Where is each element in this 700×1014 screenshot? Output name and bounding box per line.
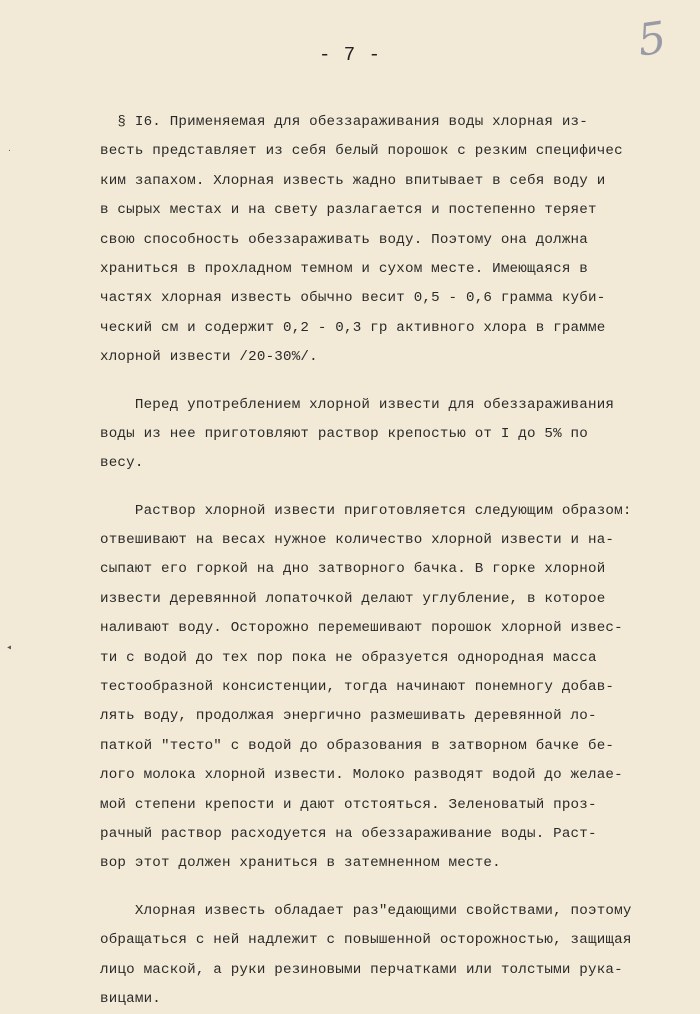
text-line: частях хлорная известь обычно весит 0,5 - 0,6 грамма куби-: [100, 290, 606, 307]
text-line: лого молока хлорной извести. Молоко разводят водой до желае-: [100, 767, 623, 784]
text-line: извести деревянной лопаточкой делают углубление, в которое: [100, 590, 606, 607]
text-line: хлорной извести /20-30%/.: [100, 349, 318, 366]
paragraph: [100, 391, 675, 479]
text-line: § I6. Применяемая для обеззараживания воды хлорная из-: [100, 114, 588, 130]
text-line: храниться в прохладном темном и сухом месте. Имеющаяся в: [100, 260, 588, 277]
text-line: лять воду, продолжая энергично размешивать деревянной ло-: [100, 708, 597, 725]
text-line: наливают воду. Осторожно перемешивают порошок хлорной извес-: [100, 620, 623, 637]
text-line: свою способность обеззараживать воду. Поэтому она должна: [100, 231, 588, 248]
text-line: лицо маской, а руки резиновыми перчатками или толстыми рука-: [100, 961, 623, 978]
text-line: тестообразной консистенции, тогда начинают понемногу добав-: [100, 679, 615, 696]
page-number: - 7 -: [318, 44, 381, 66]
body-text: [100, 108, 675, 1014]
paragraph: [100, 497, 675, 879]
paragraph: [100, 108, 675, 373]
paragraph-gap: [100, 373, 675, 391]
margin-mark: ◂: [6, 643, 13, 654]
text-line: вор этот должен храниться в затемненном месте.: [100, 855, 501, 872]
text-line: ческий см и содержит 0,2 - 0,3 гр активного хлора в грамме: [100, 319, 606, 336]
margin-mark: ᐧ: [8, 147, 11, 158]
text-line: мой степени крепости и дают отстояться. Зеленоватый проз-: [100, 796, 597, 813]
text-line: отвешивают на весах нужное количество хлорной извести и на-: [100, 532, 615, 549]
text-line: весу.: [100, 455, 144, 472]
text-line: сыпают его горкой на дно затворного бачка. В горке хлорной: [100, 561, 606, 578]
paragraph: [100, 897, 675, 1014]
text-line: весть представляет из себя белый порошок с резким специфичес: [100, 143, 623, 160]
text-line: ким запахом. Хлорная известь жадно впитывает в себя воду и: [100, 172, 606, 189]
text-line: Перед употреблением хлорной извести для обеззараживания: [100, 396, 615, 413]
text-line: в сырых местах и на свету разлагается и постепенно теряет: [100, 202, 597, 219]
text-line: Раствор хлорной извести приготовляется следующим образом:: [100, 502, 632, 519]
paragraph-gap: [100, 879, 675, 897]
text-line: рачный раствор расходуется на обеззараживание воды. Раст-: [100, 825, 597, 842]
text-line: вицами.: [100, 990, 161, 1007]
text-line: обращаться с ней надлежит с повышенной осторожностью, защищая: [100, 932, 632, 949]
archive-page-number: 5: [634, 12, 670, 67]
text-line: ти с водой до тех пор пока не образуется однородная масса: [100, 649, 597, 666]
text-line: паткой "тесто" с водой до образования в затворном бачке бе-: [100, 737, 615, 754]
text-line: Хлорная известь обладает раз"едающими свойствами, поэтому: [100, 902, 632, 919]
paragraph-gap: [100, 479, 675, 497]
text-line: воды из нее приготовляют раствор крепостью от I до 5% по: [100, 425, 588, 442]
